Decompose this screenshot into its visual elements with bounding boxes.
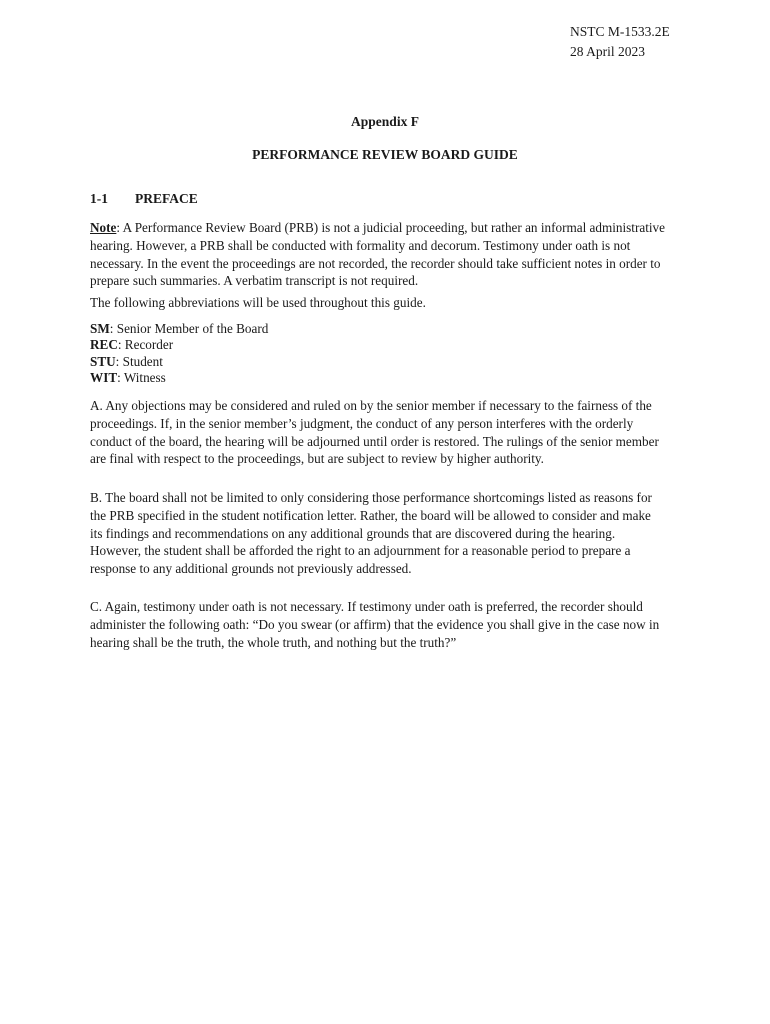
abbreviations-intro: The following abbreviations will be used throughout this guide. <box>90 295 426 310</box>
abbreviation-term: STU <box>90 353 116 369</box>
document-number: NSTC M-1533.2E <box>570 24 670 39</box>
abbreviation-term: WIT <box>90 370 118 386</box>
guide-title: PERFORMANCE REVIEW BOARD GUIDE <box>252 147 518 162</box>
abbreviation-definition: : Witness <box>117 370 166 386</box>
paragraph-a: A. Any objections may be considered and ruled on by the senior member if necessary to the fairness of the proceedings. If, in the senior member’s judgment, the conduct of any person interferes with the orderly conduct of the board, the hearing will be adjourned until order is restored. The rulings of the senior member are final with respect to the proceedings, but are subject to review by higher authority. <box>90 398 659 467</box>
section-number: 1-1 <box>90 191 108 206</box>
paragraph-c: C. Again, testimony under oath is not necessary. If testimony under oath is preferred, the recorder should administer the following oath: “Do you swear (or affirm) that the evidence you shall give in the case now in hearing shall be the truth, the whole truth, and nothing but the truth?” <box>90 599 660 650</box>
abbreviation-definition: : Student <box>115 353 163 369</box>
abbreviation-item <box>90 321 268 337</box>
abbreviation-item <box>90 354 268 370</box>
abbreviation-term: SM <box>90 321 110 336</box>
appendix-title: Appendix F <box>351 114 419 129</box>
abbreviations-list <box>90 321 268 387</box>
paragraph-b: B. The board shall not be limited to only considering those performance shortcomings listed as reasons for the PRB specified in the student notification letter. Rather, the board will be allowed to consider and make its findings and recommendations on any additional grounds that are discovered during the hearing. However, the student shall be afforded the right to an adjournment for a reasonable period to prepare a response to any additional grounds not previously addressed. <box>90 490 652 577</box>
section-heading <box>90 191 198 207</box>
document-date: 28 April 2023 <box>570 44 646 59</box>
note-text: : A Performance Review Board (PRB) is not a judicial proceeding, but rather an informal administrative hearing. However, a PRB shall be conducted with formality and decorum. Testimony under oath is not necessary. In the event the proceedings are not recorded, the recorder should take sufficient notes in order to prepare such summaries. A verbatim transcript is not required. <box>90 220 665 289</box>
abbreviation-item <box>90 370 268 386</box>
abbreviation-term: REC <box>90 337 118 353</box>
note-label: Note <box>90 220 117 235</box>
note-paragraph <box>90 219 665 290</box>
abbreviation-definition: : Senior Member of the Board <box>109 321 269 336</box>
abbreviation-definition: : Recorder <box>117 337 174 353</box>
document-header <box>570 22 670 62</box>
section-title: PREFACE <box>135 191 198 206</box>
abbreviation-item <box>90 337 268 353</box>
